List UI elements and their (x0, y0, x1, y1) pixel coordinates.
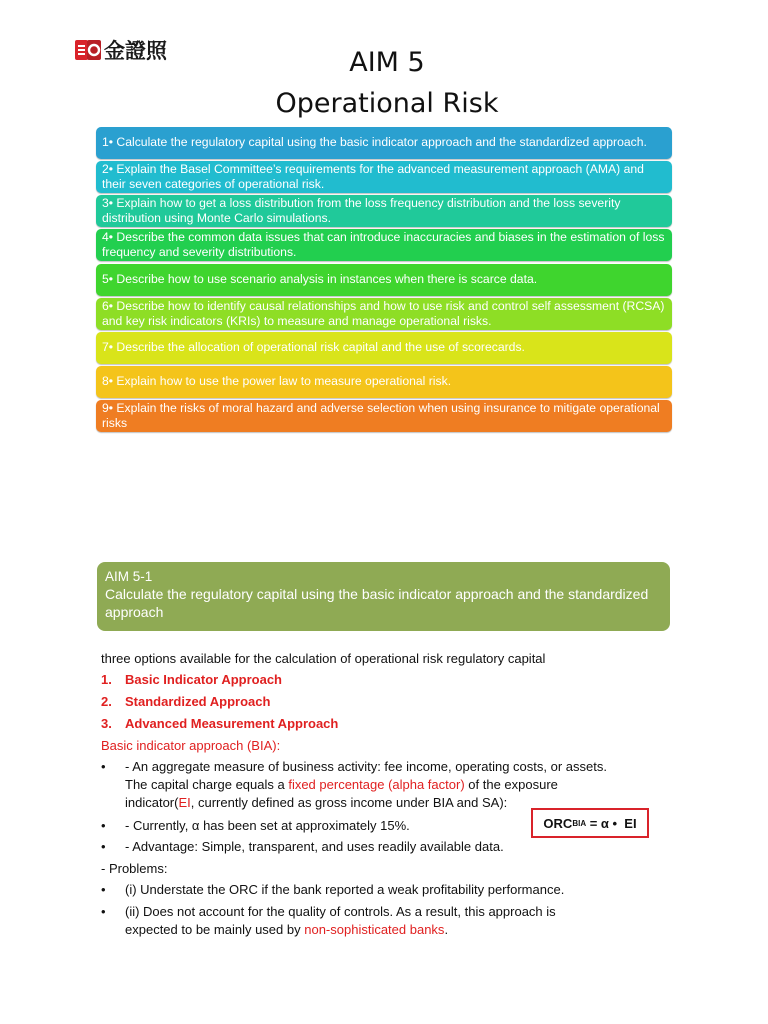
bullet-text: - Advantage: Simple, transparent, and uses readily available data. (125, 839, 504, 854)
formula-box: ORC BIA = α • EI (531, 808, 649, 838)
page-title: AIM 5 (349, 47, 425, 78)
option-number: 1. (101, 672, 112, 687)
objective-item: 7• Describe the allocation of operational risk capital and the use of scorecards. (96, 332, 672, 364)
objective-item: 1• Calculate the regulatory capital using the basic indicator approach and the standardized approach. (96, 127, 672, 159)
bullet-mark: • (101, 839, 106, 854)
bullet-text-continued: indicator(EI, currently defined as gross income under BIA and SA): (125, 795, 508, 810)
aim-description: Calculate the regulatory capital using the basic indicator approach and the standardized approach (105, 586, 649, 620)
option-label: Advanced Measurement Approach (125, 716, 339, 731)
objective-item: 2• Explain the Basel Committee’s requirements for the advanced measurement approach (AMA) and their seven categories of operational risk. (96, 161, 672, 193)
bullet-text: (ii) Does not account for the quality of controls. As a result, this approach is (125, 904, 556, 919)
bullet-text: (i) Understate the ORC if the bank reported a weak profitability performance. (125, 882, 565, 897)
objective-item: 5• Describe how to use scenario analysis in instances when there is scarce data. (96, 264, 672, 296)
option-number: 2. (101, 694, 112, 709)
bullet-text-continued: expected to be mainly used by non-sophisticated banks. (125, 922, 449, 937)
bullet-text-continued: The capital charge equals a fixed percentage (alpha factor) of the exposure (125, 777, 558, 792)
objective-item: 8• Explain how to use the power law to measure operational risk. (96, 366, 672, 398)
objective-item: 4• Describe the common data issues that can introduce inaccuracies and biases in the estimation of loss frequency and severity distributions. (96, 229, 672, 261)
bullet-mark: • (101, 818, 106, 833)
bia-heading: Basic indicator approach (BIA): (101, 738, 281, 753)
bullet-text: - Currently, α has been set at approximately 15%. (125, 818, 410, 833)
option-label: Standardized Approach (125, 694, 271, 709)
bullet-mark: • (101, 904, 106, 919)
problems-heading: - Problems: (101, 861, 168, 876)
objective-item: 9• Explain the risks of moral hazard and adverse selection when using insurance to mitigate operational risks (96, 400, 672, 432)
objective-item: 6• Describe how to identify causal relationships and how to use risk and control self assessment (RCSA) and key risk indicators (KRIs) to measure and manage operational risks. (96, 298, 672, 330)
bullet-mark: • (101, 882, 106, 897)
logo-text: 金證照 (104, 39, 167, 63)
option-number: 3. (101, 716, 112, 731)
bullet-mark: • (101, 759, 106, 774)
page-subtitle: Operational Risk (275, 88, 499, 119)
option-label: Basic Indicator Approach (125, 672, 282, 687)
bullet-text: - An aggregate measure of business activity: fee income, operating costs, or assets. (125, 759, 607, 774)
aim-heading: AIM 5-1 (105, 569, 153, 584)
objective-item: 3• Explain how to get a loss distribution from the loss frequency distribution and the loss severity distribution using Monte Carlo simulations. (96, 195, 672, 227)
aim-section-header (97, 562, 670, 631)
intro-text: three options available for the calculation of operational risk regulatory capital (101, 651, 546, 666)
